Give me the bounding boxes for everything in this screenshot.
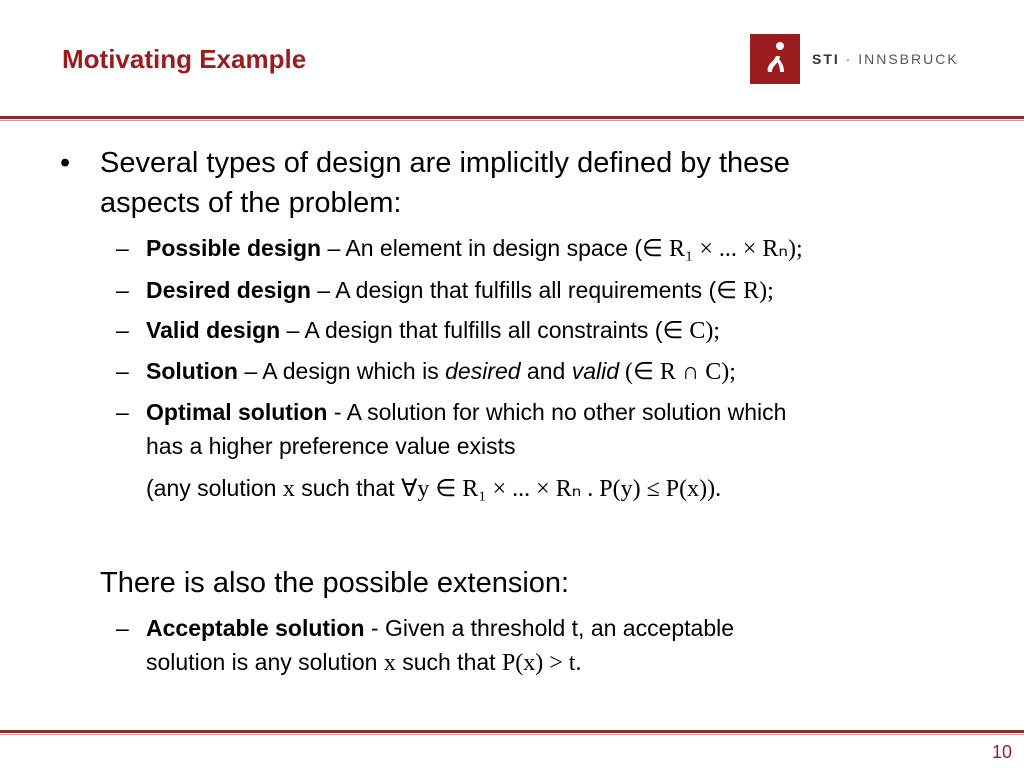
item-desired-design: Desired design – A design that fulfills all requirements (∈ R); bbox=[146, 277, 774, 304]
item-optimal-solution-line2: has a higher preference value exists bbox=[146, 433, 516, 459]
page-number: 10 bbox=[991, 742, 1012, 762]
bullet2-text: There is also the possible extension: bbox=[100, 567, 570, 599]
item-acceptable-solution: Acceptable solution - Given a threshold t, an acceptable bbox=[146, 615, 735, 641]
dash-marker: – bbox=[116, 277, 129, 303]
item-valid-design: Valid design – A design that fulfills all constraints (∈ C); bbox=[146, 317, 721, 344]
footer-rule-thin bbox=[0, 734, 1024, 735]
sti-logo-icon bbox=[750, 34, 800, 84]
item-possible-design: Possible design – An element in design space (∈ R₁ × ... × Rₙ); bbox=[146, 235, 803, 262]
item-optimal-solution-line3: (any solution x such that ∀y ∈ R₁ × ... × Rₙ . P(y) ≤ P(x)). bbox=[146, 475, 722, 502]
page-title: Motivating Example bbox=[62, 44, 307, 74]
bullet-marker: • bbox=[60, 147, 71, 179]
header-rule bbox=[0, 116, 1024, 119]
bullet1-line1: Several types of design are implicitly defined by these bbox=[100, 147, 790, 179]
header-rule-thin bbox=[0, 120, 1024, 121]
item-optimal-solution: Optimal solution - A solution for which no other solution which bbox=[146, 399, 787, 425]
dash-marker: – bbox=[116, 615, 129, 641]
footer-rule bbox=[0, 730, 1024, 733]
item-acceptable-solution-line2: solution is any solution x such that P(x) > t. bbox=[146, 649, 582, 676]
dash-marker: – bbox=[116, 235, 129, 261]
item-solution: Solution – A design which is desired and valid (∈ R ∩ C); bbox=[146, 358, 736, 385]
dash-marker: – bbox=[116, 399, 129, 425]
dash-marker: – bbox=[116, 358, 129, 384]
dash-marker: – bbox=[116, 317, 129, 343]
logo-text: STI · INNSBRUCK bbox=[812, 51, 959, 67]
bullet1-line2: aspects of the problem: bbox=[100, 187, 402, 219]
